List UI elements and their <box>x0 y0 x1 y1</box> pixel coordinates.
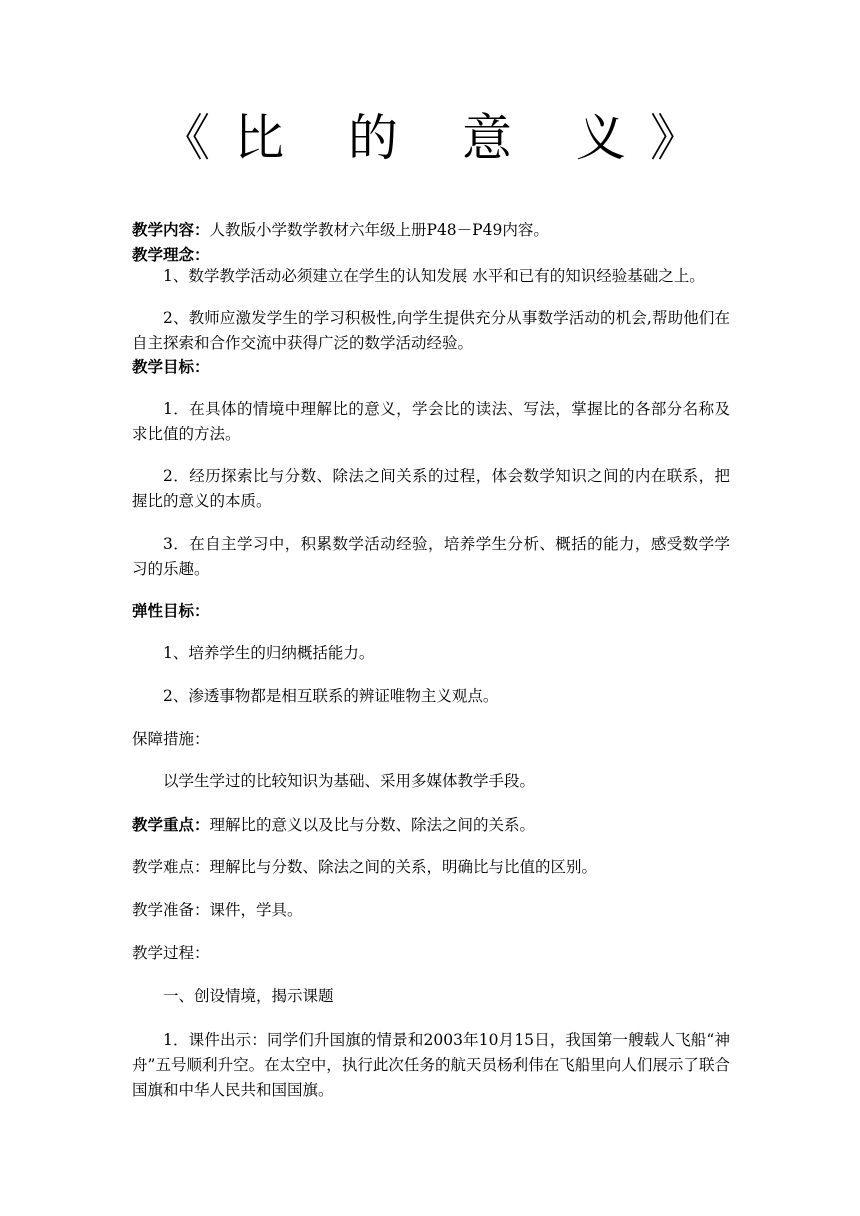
difficulty-line: 教学难点：理解比与分数、除法之间的关系，明确比与比值的区别。 <box>132 858 598 876</box>
measures-label: 保障措施： <box>132 730 210 748</box>
key-point-text: 理解比的意义以及比与分数、除法之间的关系。 <box>209 816 536 834</box>
goal-item-3: 3．在自主学习中，积累数学活动经验，培养学生分析、概括的能力，感受数学学习的乐趣。 <box>132 535 730 578</box>
key-point-line <box>132 812 730 838</box>
process-section-1: 一、创设情境，揭示课题 <box>163 987 334 1005</box>
measures-text: 以学生学过的比较知识为基础、采用多媒体教学手段。 <box>163 772 536 790</box>
flex-goal-item-1: 1、培养学生的归纳概括能力。 <box>163 644 375 662</box>
content-label: 教学内容： <box>132 220 210 239</box>
content-text: 人教版小学数学教材六年级上册P48－P49内容。 <box>209 221 549 239</box>
flex-goals-label: 弹性目标： <box>132 601 210 620</box>
key-point-label: 教学重点： <box>132 815 210 834</box>
goals-label: 教学目标： <box>132 357 210 376</box>
preparation-line: 教学准备：课件，学具。 <box>132 901 303 919</box>
goal-item-1: 1．在具体的情境中理解比的意义，学会比的读法、写法，掌握比的各部分名称及求比值的方法。 <box>132 400 730 443</box>
process-label: 教学过程： <box>132 944 210 962</box>
concept-item-2: 2、教师应激发学生的学习积极性,向学生提供充分从事数学活动的机会,帮助他们在自主探索和合作交流中获得广泛的数学活动经验。 <box>132 309 730 352</box>
concept-item-1: 1、数学教学活动必须建立在学生的认知发展 水平和已有的知识经验基础之上。 <box>163 267 705 285</box>
content-line <box>132 217 730 243</box>
process-paragraph-1: 1．课件出示：同学们升国旗的情景和2003年10月15日，我国第一艘载人飞船“神舟”五号顺利升空。在太空中，执行此次任务的航天员杨利伟在飞船里向人们展示了联合国旗和中华人民共和国国旗。 <box>132 1031 730 1099</box>
flex-goal-item-2: 2、渗透事物都是相互联系的辨证唯物主义观点。 <box>163 687 499 705</box>
goal-item-2: 2．经历探索比与分数、除法之间关系的过程，体会数学知识之间的内在联系，把握比的意义的本质。 <box>132 467 730 510</box>
document-title: 《比 的 意 义》 <box>160 109 724 167</box>
concept-label: 教学理念： <box>132 245 210 264</box>
